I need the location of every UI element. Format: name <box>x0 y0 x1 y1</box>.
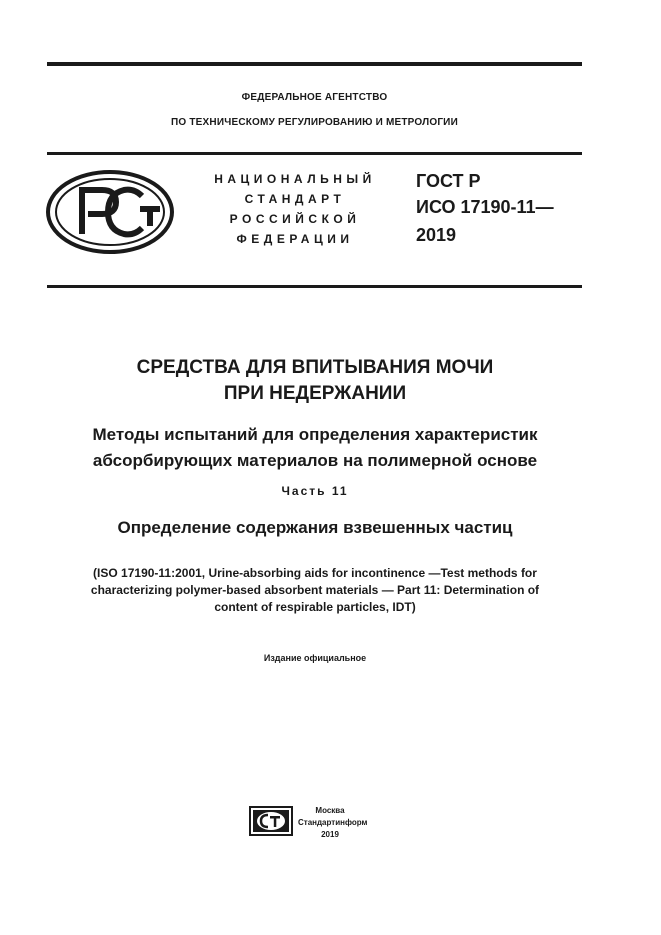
agency-name-line1: ФЕДЕРАЛЬНОЕ АГЕНТСТВО <box>241 92 388 103</box>
publisher-name: Стандартинформ <box>298 818 368 827</box>
standartinform-logo-icon <box>249 806 293 836</box>
subtitle-line1: Методы испытаний для определения характеристик <box>92 425 538 444</box>
gost-designation-line-2: ИСО 17190-11— <box>416 197 554 217</box>
part-title: Определение содержания взвешенных частиц <box>117 518 513 537</box>
gost-designation-line-3: 2019 <box>416 225 457 245</box>
middle-rule <box>47 152 582 155</box>
rst-certification-mark-icon <box>44 168 176 256</box>
national-line-2: СТАНДАРТ <box>244 192 346 206</box>
iso-reference-line2: characterizing polymer-based absorbent materials — Part 11: Determination of <box>90 583 540 597</box>
iso-reference-line3: content of respirable particles, IDT) <box>214 600 416 614</box>
agency-name-line2: ПО ТЕХНИЧЕСКОМУ РЕГУЛИРОВАНИЮ И МЕТРОЛОГИИ <box>171 117 458 128</box>
top-rule <box>47 62 582 66</box>
publisher-city: Москва <box>315 806 345 815</box>
gost-designation-line-1: ГОСТ Р <box>416 171 481 191</box>
subtitle-line2: абсорбирующих материалов на полимерной основе <box>92 451 538 470</box>
publisher-year: 2019 <box>321 830 339 839</box>
part-number: Часть 11 <box>281 484 349 498</box>
main-title-line2: ПРИ НЕДЕРЖАНИИ <box>223 383 407 404</box>
main-title-line1: СРЕДСТВА ДЛЯ ВПИТЫВАНИЯ МОЧИ <box>136 357 494 378</box>
lower-rule <box>47 285 582 288</box>
national-line-1: НАЦИОНАЛЬНЫЙ <box>214 172 376 186</box>
iso-reference-line1: (ISO 17190-11:2001, Urine-absorbing aids for incontinence —Test methods for <box>93 566 537 580</box>
edition-label: Издание официальное <box>263 653 367 663</box>
national-line-4: ФЕДЕРАЦИИ <box>236 232 354 246</box>
national-line-3: РОССИЙСКОЙ <box>229 212 361 226</box>
